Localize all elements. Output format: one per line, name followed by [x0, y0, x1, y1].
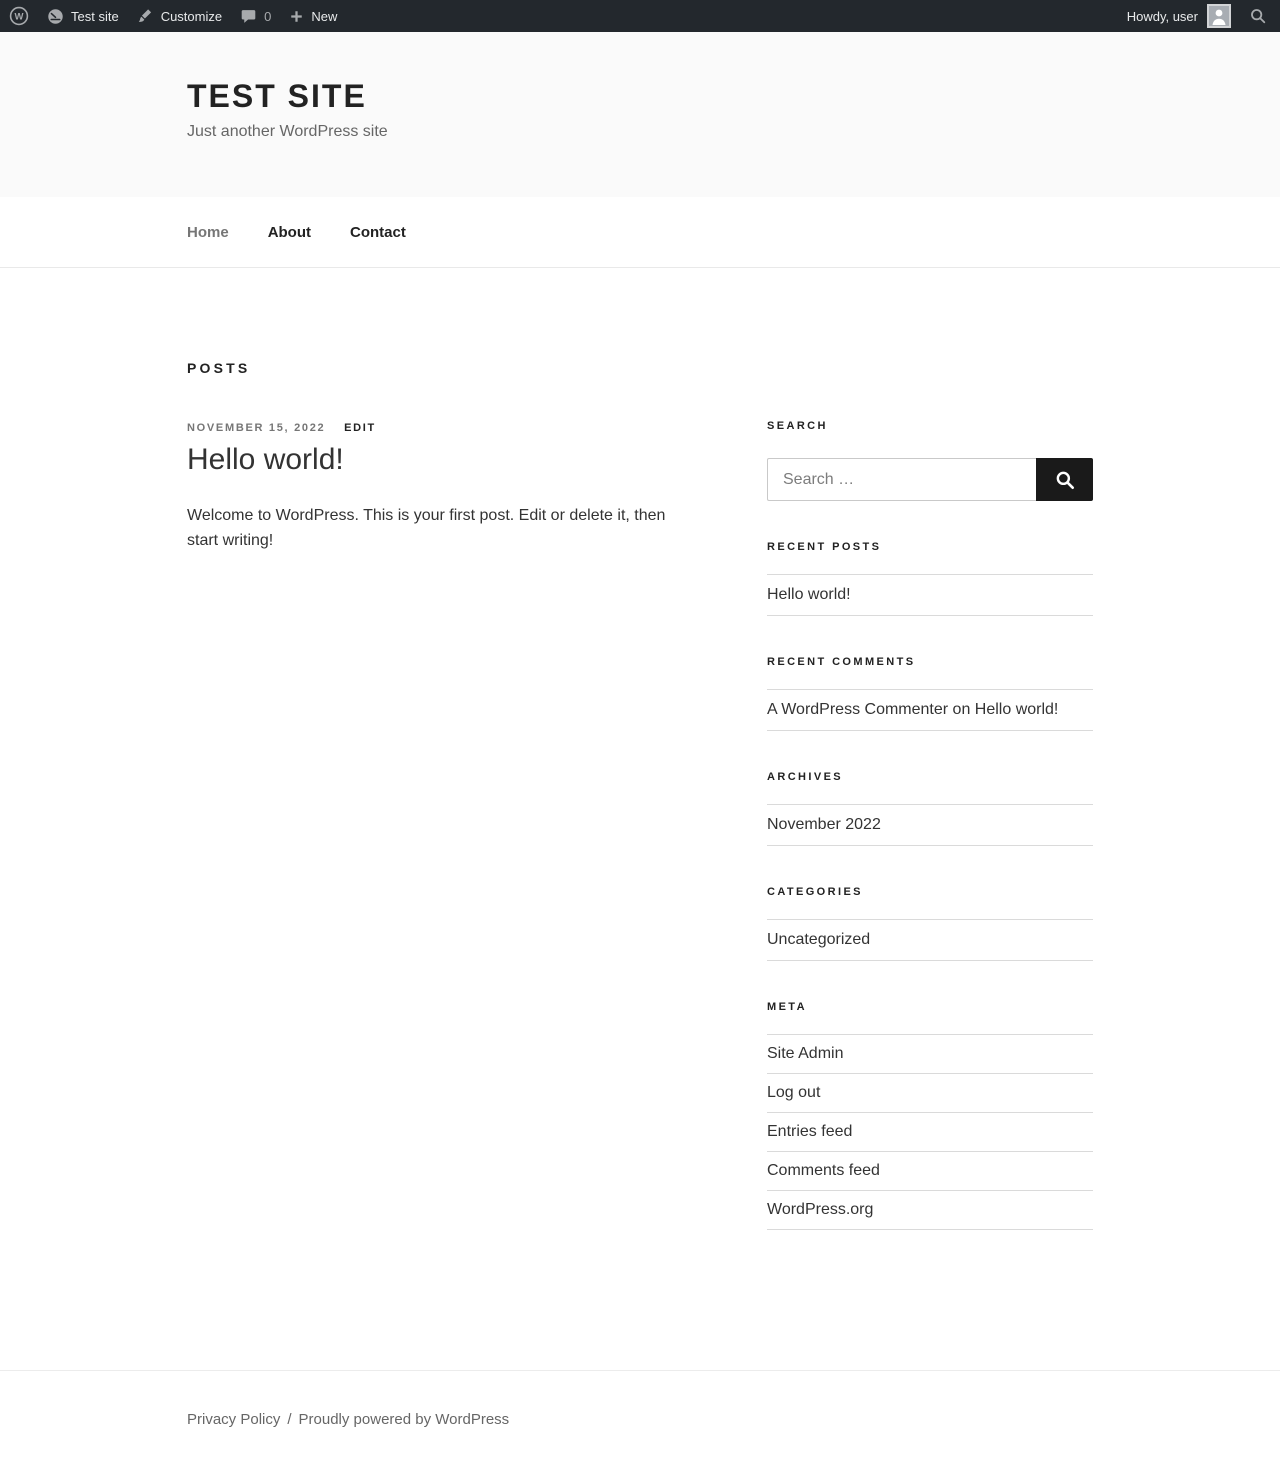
search-icon — [1249, 7, 1267, 25]
recent-post-link[interactable]: Hello world! — [767, 586, 851, 603]
recent-comments-widget — [767, 656, 1093, 731]
site-name-menu[interactable] — [38, 0, 128, 32]
meta-wordpress-org-link[interactable]: WordPress.org — [767, 1201, 874, 1218]
recent-posts-title: RECENT POSTS — [767, 541, 882, 553]
admin-bar — [0, 0, 1280, 32]
svg-text:W: W — [14, 11, 24, 23]
post-title-link[interactable]: Hello world! — [187, 443, 344, 476]
list-item — [767, 920, 1093, 961]
admin-bar-right — [1118, 0, 1276, 32]
list-item — [767, 1191, 1093, 1230]
archive-link[interactable]: November 2022 — [767, 816, 881, 833]
admin-bar-left — [0, 0, 346, 32]
categories-list — [767, 919, 1093, 961]
person-silhouette-icon — [1209, 6, 1229, 26]
categories-title: CATEGORIES — [767, 886, 863, 898]
comment-author-link[interactable]: A WordPress Commenter — [767, 701, 949, 718]
archives-list — [767, 804, 1093, 846]
recent-comments-list — [767, 689, 1093, 731]
recent-posts-widget — [767, 541, 1093, 616]
page-title: POSTS — [187, 360, 251, 376]
customize-brush-icon — [137, 8, 154, 25]
nav-item-about[interactable]: About — [267, 223, 312, 241]
archives-title: ARCHIVES — [767, 771, 844, 783]
site-title[interactable]: TEST SITE — [187, 78, 367, 114]
categories-widget — [767, 886, 1093, 961]
meta-comments-feed-link[interactable]: Comments feed — [767, 1162, 880, 1179]
comments-count: 0 — [264, 8, 272, 24]
site-name-label: Test site — [71, 8, 119, 24]
main-nav — [0, 197, 1280, 268]
search-icon — [1054, 469, 1076, 491]
list-item — [767, 1035, 1093, 1074]
footer-separator: / — [287, 1411, 292, 1428]
post-date-link[interactable]: NOVEMBER 15, 2022 — [187, 422, 326, 434]
list-item — [767, 1152, 1093, 1191]
post — [187, 422, 707, 554]
customize-label: Customize — [160, 8, 223, 24]
my-account-menu[interactable] — [1118, 0, 1240, 32]
list-item — [767, 1074, 1093, 1113]
search-submit-button[interactable] — [1036, 458, 1093, 501]
meta-list — [767, 1034, 1093, 1230]
search-form — [767, 458, 1093, 501]
howdy-label: Howdy, user — [1126, 8, 1198, 24]
archives-widget — [767, 771, 1093, 846]
new-label: New — [311, 8, 338, 24]
meta-entries-feed-link[interactable]: Entries feed — [767, 1123, 853, 1140]
post-edit-link[interactable]: EDIT — [344, 422, 376, 434]
nav-item-home[interactable]: Home — [187, 223, 229, 241]
meta-widget — [767, 1001, 1093, 1230]
dashboard-gauge-icon — [47, 8, 64, 25]
new-content-menu[interactable] — [280, 0, 346, 32]
meta-site-admin-link[interactable]: Site Admin — [767, 1045, 844, 1062]
avatar — [1207, 4, 1231, 28]
customize-menu[interactable] — [128, 0, 231, 32]
list-item — [767, 1113, 1093, 1152]
recent-posts-list — [767, 574, 1093, 616]
category-link[interactable]: Uncategorized — [767, 931, 871, 948]
list-item — [767, 690, 1093, 731]
wordpress-logo-icon — [9, 6, 29, 26]
powered-by-link[interactable]: Proudly powered by WordPress — [298, 1411, 510, 1428]
nav-item-contact[interactable]: Contact — [350, 223, 406, 241]
post-meta — [187, 422, 707, 434]
wp-logo-button[interactable] — [0, 0, 38, 32]
recent-comments-title: RECENT COMMENTS — [767, 656, 916, 668]
admin-search-button[interactable] — [1240, 0, 1276, 32]
search-widget — [767, 420, 1093, 501]
site-footer — [0, 1370, 1280, 1469]
meta-log-out-link[interactable]: Log out — [767, 1084, 821, 1101]
search-widget-title: SEARCH — [767, 420, 828, 432]
meta-title: META — [767, 1001, 807, 1013]
comments-bubble-icon — [240, 8, 257, 25]
privacy-policy-link[interactable]: Privacy Policy — [187, 1411, 281, 1428]
comment-connector: on — [948, 701, 975, 718]
site-tagline: Just another WordPress site — [187, 123, 388, 140]
site-header — [0, 32, 1280, 197]
sidebar — [767, 420, 1093, 1270]
comment-post-link[interactable]: Hello world! — [974, 701, 1059, 718]
search-input[interactable] — [767, 458, 1036, 501]
list-item — [767, 805, 1093, 846]
list-item — [767, 575, 1093, 616]
comments-menu[interactable] — [231, 0, 280, 32]
plus-icon — [289, 9, 304, 24]
post-body: Welcome to WordPress. This is your first post. Edit or delete it, then start writing! — [187, 507, 666, 549]
posts-area — [187, 360, 707, 1270]
